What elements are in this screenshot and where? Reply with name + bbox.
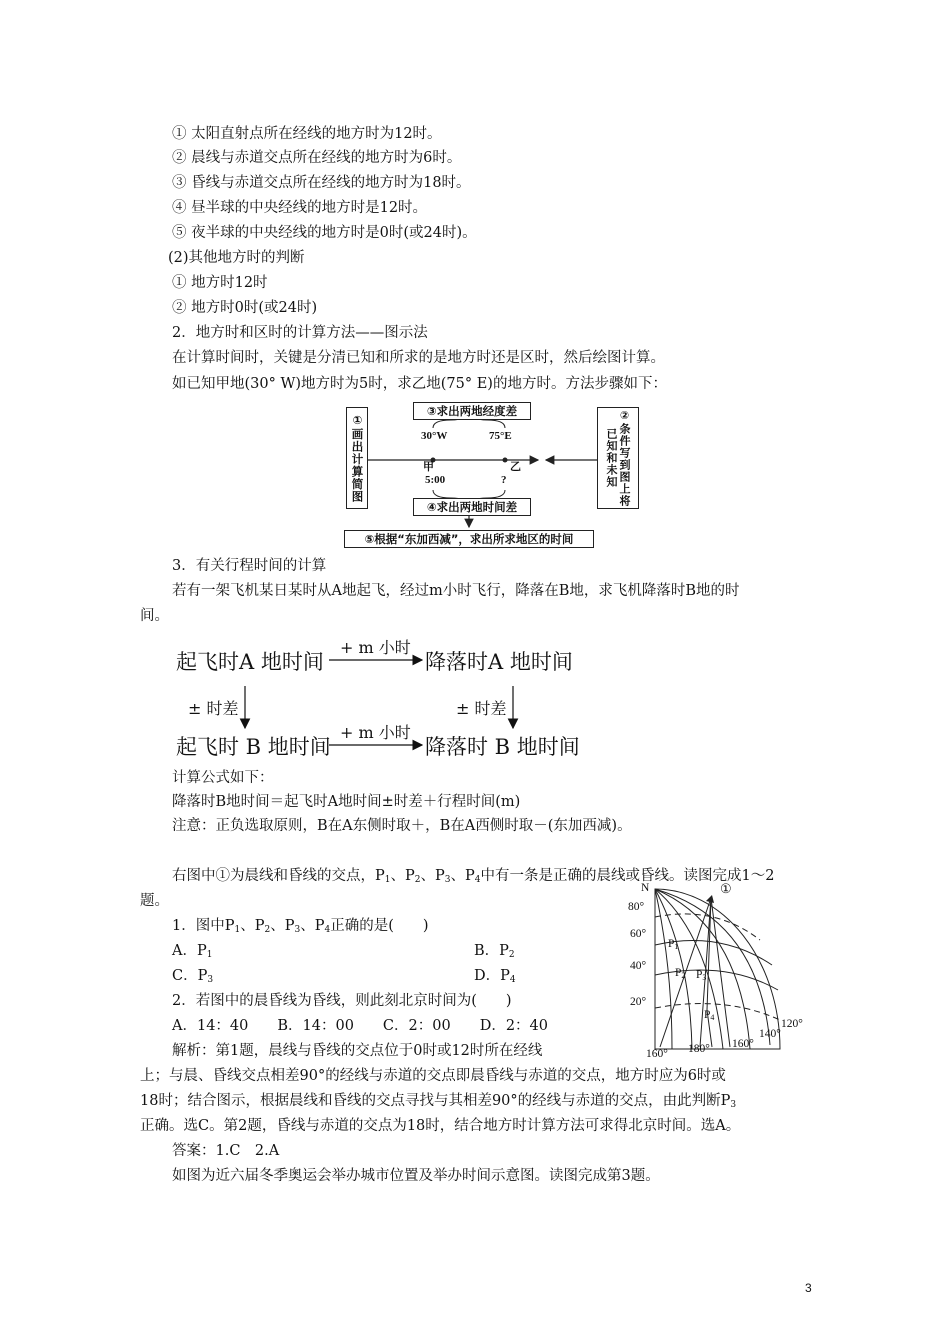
text-line: 若有一架飞机某日某时从A地起飞，经过m小时飞行，降落在B地，求飞机降落时B地的时 — [172, 583, 740, 599]
step-box-3: ③求出两地经度差 — [413, 402, 531, 420]
north-label: N — [641, 882, 650, 894]
answer: 答案：1.C 2.A — [172, 1143, 280, 1159]
p-label: $P_4$ — [704, 1009, 715, 1022]
lat-label: 20° — [630, 996, 647, 1008]
lon-label-a: 30°W — [421, 430, 448, 442]
lon-label-b: 75°E — [489, 430, 512, 442]
text-line: 计算公式如下： — [172, 770, 274, 786]
place-label-a: 甲 — [423, 461, 434, 473]
formula: 降落时B地时间＝起飞时A地时间±时差＋行程时间(m) — [172, 794, 521, 810]
lon-label: 140° — [759, 1028, 781, 1040]
time-label-a: 5:00 — [425, 474, 446, 486]
text-line: ② 晨线与赤道交点所在经线的地方时为6时。 — [172, 150, 462, 166]
option-d: D．$P_4$ — [474, 968, 516, 985]
flow-takeoff-a: 起飞时A 地时间 — [176, 650, 324, 674]
step-box-1: ①画出计算简图 — [346, 407, 368, 509]
analysis: 正确。选C。第2题，昏线与赤道的交点为18时，结合地方时计算方法可求得北京时间。选A。 — [140, 1118, 741, 1134]
section-heading: 3．有关行程时间的计算 — [172, 558, 327, 574]
flow-duration-top: + m 小时 — [340, 638, 411, 657]
question-intro: 右图中①为晨线和昏线的交点，$P_1$、$P_2$、$P_3$、$P_4$中有一条是正确的晨线或昏线。读图完成1～2 — [172, 868, 775, 885]
flow-timediff-right: ± 时差 — [456, 699, 507, 718]
text-line: ① 太阳直射点所在经线的地方时为12时。 — [172, 126, 442, 142]
flow-timediff-left: ± 时差 — [188, 699, 239, 718]
step-box-5: ⑤根据“东加西减”，求出所求地区的时间 — [344, 530, 594, 548]
p-label: $P_1$ — [668, 938, 679, 951]
note: 注意：正负选取原则，B在A东侧时取＋，B在A西侧时取－(东加西减)。 — [172, 818, 632, 834]
text-line: ② 地方时0时(或24时) — [172, 300, 318, 316]
text-line: 题。 — [140, 893, 169, 909]
text-line: ④ 昼半球的中央经线的地方时是12时。 — [172, 200, 428, 216]
lat-label: 80° — [628, 901, 645, 913]
p-label: $P_3$ — [696, 969, 707, 982]
text-line: ③ 昏线与赤道交点所在经线的地方时为18时。 — [172, 175, 471, 191]
text-line: ⑤ 夜半球的中央经线的地方时是0时(或24时)。 — [172, 225, 477, 241]
text-line: 在计算时间时，关键是分清已知和所求的是地方时还是区时，然后绘图计算。 — [172, 350, 665, 366]
lat-label: 40° — [630, 960, 647, 972]
text-line: 间。 — [140, 608, 169, 624]
lon-label: 160° — [646, 1048, 668, 1060]
intersection-marker: ① — [720, 881, 732, 896]
analysis: 上；与晨、昏线交点相差90°的经线与赤道的交点即晨昏线与赤道的交点，地方时应为6时或 — [140, 1068, 726, 1084]
analysis: 18时；结合图示，根据晨线和昏线的交点寻找与其相差90°的经线与赤道的交点，由此判断$P_3$ — [140, 1093, 737, 1110]
lon-label: 180° — [688, 1043, 710, 1055]
text-line: (2)其他地方时的判断 — [168, 250, 305, 266]
place-label-b: 乙 — [510, 461, 521, 473]
question-2: 2．若图中的晨昏线为昏线，则此刻北京时间为( ) — [172, 993, 512, 1009]
question-2-options: A．14：40 B．14：00 C．2：00 D．2：40 — [172, 1018, 549, 1034]
text-line: 如已知甲地(30° W)地方时为5时，求乙地(75° E)的地方时。方法步骤如下： — [172, 376, 667, 392]
time-label-b: ? — [501, 474, 507, 486]
flow-duration-bottom: + m 小时 — [340, 723, 411, 742]
flow-landing-a: 降落时A 地时间 — [425, 650, 573, 674]
option-c: C．$P_3$ — [172, 968, 214, 985]
p-label: $P_2$ — [675, 967, 686, 980]
analysis: 解析：第1题，晨线与昏线的交点位于0时或12时所在经线 — [172, 1043, 543, 1059]
flow-takeoff-b: 起飞时 B 地时间 — [176, 735, 331, 759]
lat-label: 60° — [630, 928, 647, 940]
step-box-4: ④求出两地时间差 — [413, 498, 531, 516]
lon-label: 160° — [732, 1038, 754, 1050]
flow-landing-b: 降落时 B 地时间 — [425, 735, 580, 759]
text-line: ① 地方时12时 — [172, 275, 268, 291]
lon-label: 120° — [781, 1018, 803, 1030]
step-box-2: ②条件写到图上将已知和未知 — [597, 407, 639, 509]
section-heading: 2．地方时和区时的计算方法——图示法 — [172, 325, 428, 341]
option-b: B．$P_2$ — [474, 943, 515, 960]
question-1: 1．图中$P_1$、$P_2$、$P_3$、$P_4$正确的是( ) — [172, 918, 429, 935]
text-line: 如图为近六届冬季奥运会举办城市位置及举办时间示意图。读图完成第3题。 — [172, 1168, 660, 1184]
page-number: 3 — [805, 1281, 812, 1295]
option-a: A．$P_1$ — [172, 943, 213, 960]
